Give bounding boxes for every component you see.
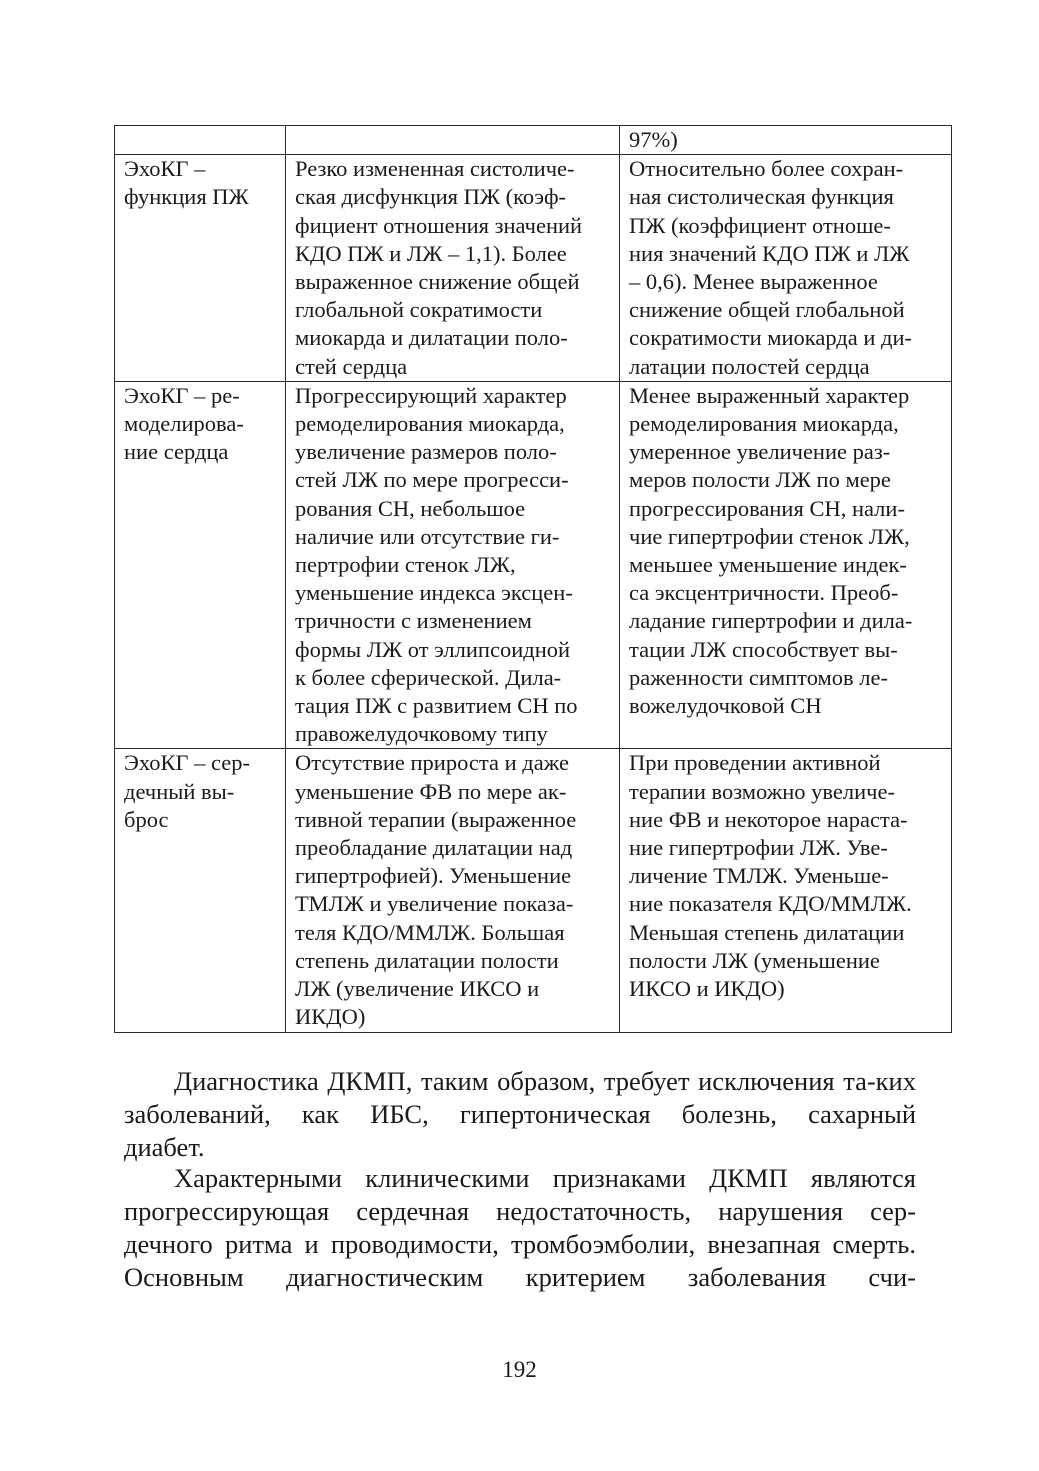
table-cell-column-2: Отсутствие прироста и даже уменьшение ФВ по мере ак- тивной терапии (выраженное преобладание дилатации над гипертрофией). Уменьшение ТМЛЖ и увеличение показа- теля КДО/ММЛЖ. Большая степень дилатации полости ЛЖ (увеличение ИКСО и ИКДО) [286, 749, 620, 1032]
table-cell-criterion: ЭхоКГ – сер- дечный вы- брос [115, 749, 286, 1032]
table-cell-column-2: Прогрессирующий характер ремоделирования миокарда, увеличение размеров поло- стей ЛЖ по мере прогресси- рования СН, небольшое наличие или отсутствие ги- пертрофии стенок ЛЖ, уменьшение индекса эксцен- тричности с изменением формы ЛЖ от эллипсоидной к более сферической. Дила- тация ПЖ с развитием СН по правожелудочковому типу [286, 381, 620, 749]
table-cell-column-3: Менее выраженный характер ремоделирования миокарда, умеренное увеличение раз- меров полости ЛЖ по мере прогрессирования СН, нали- чие гипертрофии стенок ЛЖ, меньшее уменьшение индек- са эксцентричности. Преоб- ладание гипертрофии и дила- тации ЛЖ способствует вы- раженности симптомов ле- вожелудочковой СН [620, 381, 952, 749]
paragraph-text: Характерными клиническими признаками ДКМП являются прогрессирующая сердечная недостаточность, нарушения сер-дечного ритма и проводимости, тромбоэмболии, внезапная смерть. Основным диагностическим критерием заболевания счи- [124, 1163, 916, 1292]
table-cell-criterion: ЭхоКГ – функция ПЖ [115, 155, 286, 382]
page-number: 192 [502, 1357, 537, 1382]
table-cell-column-3: Относительно более сохран- ная систолическая функция ПЖ (коэффициент отноше- ния значений КДО ПЖ и ЛЖ – 0,6). Менее выраженное снижение общей глобальной сократимости миокарда и ди- латации полостей сердца [620, 155, 952, 382]
table-row [115, 381, 952, 749]
table-cell-column-2 [286, 126, 620, 155]
table-row [115, 155, 952, 382]
table-cell-column-2: Резко измененная систоличе- ская дисфункция ПЖ (коэф- фициент отношения значений КДО ПЖ и ЛЖ – 1,1). Более выраженное снижение общей глобальной сократимости миокарда и дилатации поло- стей сердца [286, 155, 620, 382]
table-row [115, 749, 952, 1032]
table-cell-criterion: ЭхоКГ – ре- моделирова- ние сердца [115, 381, 286, 749]
comparison-table [114, 125, 952, 1033]
table-row [115, 126, 952, 155]
paragraph-text-last-line: диабет. [124, 1132, 205, 1162]
body-paragraph [124, 1162, 916, 1294]
body-paragraph [124, 1065, 916, 1164]
table-cell-column-3: При проведении активной терапии возможно увеличе- ние ФВ и некоторое нараста- ние гипертрофии ЛЖ. Уве- личение ТМЛЖ. Уменьше- ние показателя КДО/ММЛЖ. Меньшая степень дилатации полости ЛЖ (уменьшение ИКСО и ИКДО) [620, 749, 952, 1032]
table-cell-criterion [115, 126, 286, 155]
table-cell-column-3: 97%) [620, 126, 952, 155]
paragraph-text: Диагностика ДКМП, таким образом, требует исключения та-ких заболеваний, как ИБС, гипертоническая болезнь, сахарный [124, 1066, 916, 1129]
